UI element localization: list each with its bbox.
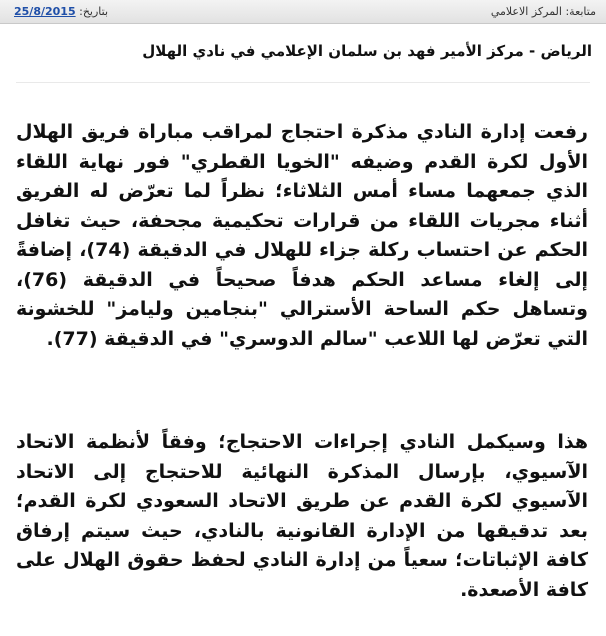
- source-credit: متابعة: المركز الاعلامي: [490, 5, 596, 18]
- article-paragraph-1: رفعت إدارة النادي مذكرة احتجاج لمراقب مباراة فريق الهلال الأول لكرة القدم وضيفه "الخويا القطري" فور نهاية اللقاء الذي جمعهما مساء أمس الثلاثاء؛ نظراً لما تعرّض له الفريق أثناء مجريات اللقاء من قرارات تحكيمية مجحفة، حيث تغافل الحكم عن احتساب ركلة جزاء للهلال في الدقيقة (74)، إضافةً إلى إلغاء مساعد الحكم هدفاً صحيحاً في الدقيقة (76)، وتساهل حكم الساحة الأسترالي "بنجامين وليامز" للخشونة التي تعرّض لها اللاعب "سالم الدوسري" في الدقيقة (77).: [16, 121, 588, 350]
- date-link[interactable]: 25/8/2015: [14, 5, 76, 18]
- article-headline: الرياض - مركز الأمير فهد بن سلمان الإعلامي في نادي الهلال: [142, 42, 592, 60]
- article-paragraph-2: هذا وسيكمل النادي إجراءات الاحتجاج؛ وفقاً لأنظمة الاتحاد الآسيوي، بإرسال المذكرة النهائية للاحتجاج إلى الاتحاد الآسيوي لكرة القدم عن طريق الاتحاد السعودي لكرة القدم؛ بعد تدقيقها من الإدارة القانونية بالنادي، حيث سيتم إرفاق كافة الإثباتات؛ سعياً من إدارة النادي لحفظ حقوق الهلال على كافة الأصعدة.: [16, 431, 588, 601]
- date-info: [10, 5, 108, 18]
- date-label: بتاريخ:: [79, 5, 109, 18]
- top-info-bar: [0, 0, 606, 24]
- divider: [16, 82, 590, 83]
